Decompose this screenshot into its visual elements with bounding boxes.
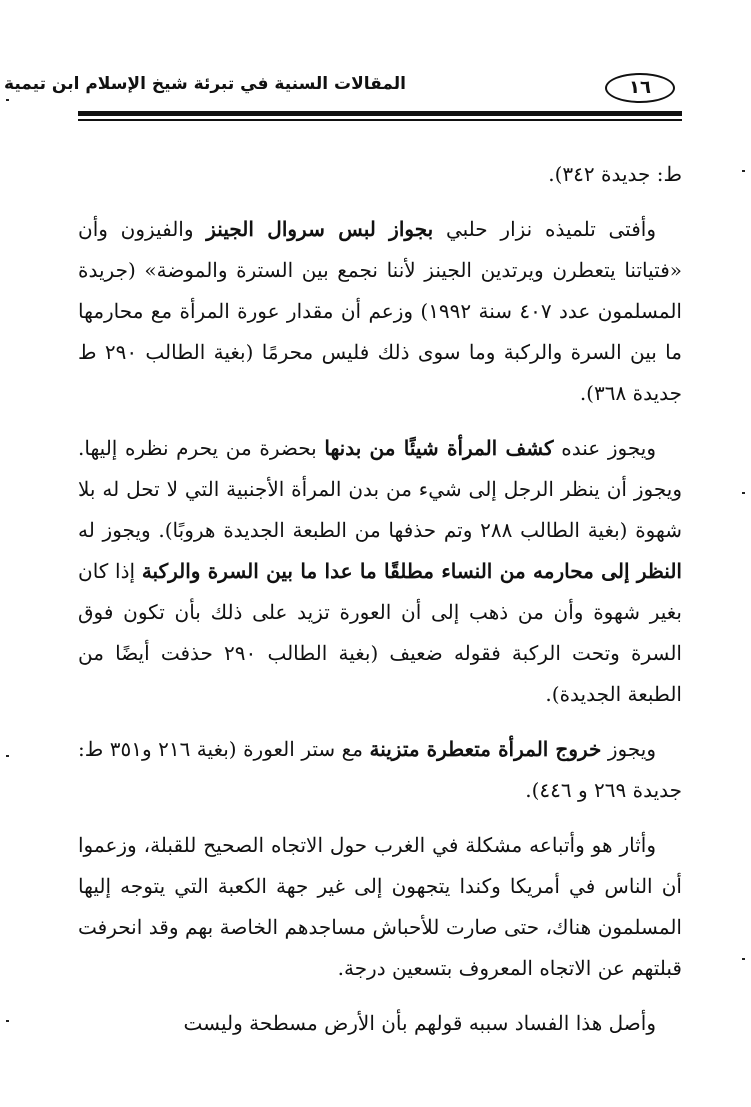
bold-phrase: النظر إلى محارمه من النساء مطلقًا ما عدا ما بين السرة والركبة <box>141 559 682 583</box>
text-run: وأثار هو وأتباعه مشكلة في الغرب حول الاتجاه الصحيح للقبلة، وزعموا أن الناس في أمريكا وكندا يتجهون إلى غير جهة الكعبة التي يتوجه إليها المسلمون هناك، حتى صارت للأحباش مساجدهم الخاصة بهم وقد انحرفت قبلتهم عن الاتجاه المعروف بتسعين درجة. <box>78 833 682 980</box>
running-header-title: المقالات السنية في تبرئة شيخ الإسلام ابن تيمية <box>4 74 406 94</box>
page-number: ١٦ <box>605 73 675 103</box>
bold-phrase: خروج المرأة متعطرة متزينة <box>369 737 602 761</box>
text-run: والفيزون وأن «فتياتنا يتعطرن ويرتدين الجينز لأننا نجمع بين السترة والموضة» (جريدة المسلمون عدد ٤٠٧ سنة ١٩٩٢) وزعم أن مقدار عورة المرأة مع محارمها ما بين السرة والركبة وما سوى ذلك فليس محرمًا (بغية الطالب ٢٩٠ ط جديدة ٣٦٨). <box>78 217 682 405</box>
text-run: وأفتى تلميذه نزار حلبي <box>433 217 656 241</box>
header-rule-thick <box>78 111 682 116</box>
scan-edge-mark <box>6 99 9 101</box>
paragraph-earth <box>78 1003 682 1044</box>
scan-edge-mark <box>742 958 745 960</box>
scan-edge-mark <box>6 1020 9 1022</box>
text-run: بحضرة من يحرم نظره إليها. ويجوز أن ينظر الرجل إلى شيء من بدن المرأة الأجنبية التي لا تحل له بلا شهوة (بغية الطالب ٢٨٨ وتم حذفها من الطبعة الجديدة هروبًا). ويجوز له <box>78 436 682 542</box>
paragraph-qibla <box>78 825 682 989</box>
bold-phrase: بجواز لبس سروال الجينز <box>206 217 434 241</box>
bold-phrase: كشف المرأة شيئًا من بدنها <box>324 436 554 460</box>
text-run: ويجوز <box>601 737 657 761</box>
body-text <box>78 154 682 1058</box>
text-run: إذا كان بغير شهوة وأن من ذهب إلى أن العورة تزيد على ذلك بأن تكون فوق السرة وتحت الركبة فقوله ضعيف (بغية الطالب ٢٩٠ حذفت أيضًا من الطبعة الجديدة). <box>78 559 682 706</box>
text-run: وأصل هذا الفساد سببه قولهم بأن الأرض مسطحة وليست <box>183 1011 656 1035</box>
text-run: مع ستر العورة (بغية ٢١٦ و٣٥١ ط: جديدة ٢٦٩ و ٤٤٦). <box>78 737 682 802</box>
text-run: ط: جديدة ٣٤٢). <box>548 162 682 186</box>
paragraph-continuation <box>78 154 682 195</box>
paragraph-jeans-fatwa <box>78 209 682 414</box>
paragraph-perfume <box>78 729 682 811</box>
scan-edge-mark <box>742 170 745 172</box>
paragraph-uncovering <box>78 428 682 715</box>
scan-edge-mark <box>6 755 9 757</box>
text-run: ويجوز عنده <box>553 436 656 460</box>
header-rule-thin <box>78 119 682 121</box>
scan-edge-mark <box>742 492 745 494</box>
